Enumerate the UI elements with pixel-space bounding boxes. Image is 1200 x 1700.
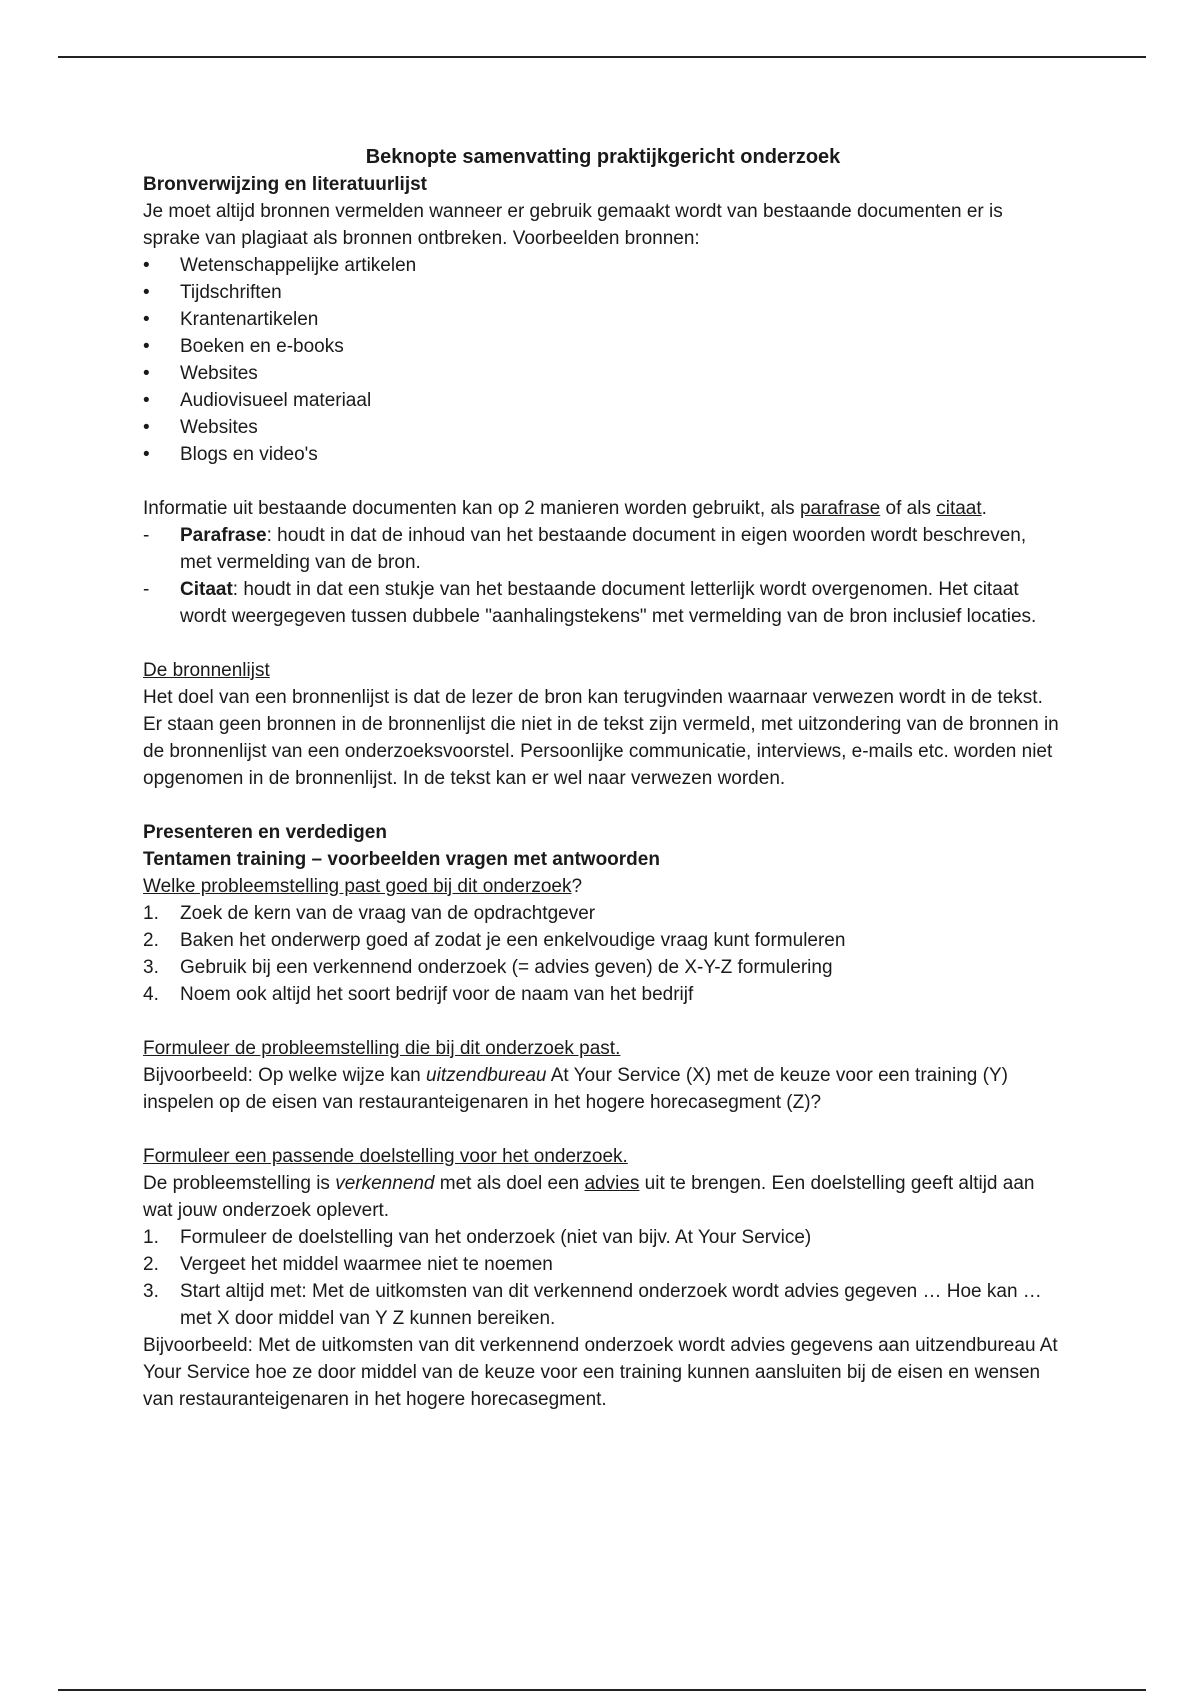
bullet-icon: • xyxy=(143,363,150,384)
bullet-icon: • xyxy=(143,255,150,276)
dash-icon: - xyxy=(143,579,150,600)
document-body xyxy=(143,144,1063,1413)
bullet-icon: • xyxy=(143,390,150,411)
list-item: • Wetenschappelijke artikelen xyxy=(143,252,1063,279)
intro-paragraph: Je moet altijd bronnen vermelden wanneer er gebruik gemaakt wordt van bestaande documenten er is sprake van plagiaat als bronnen ontbreken. Voorbeelden bronnen: xyxy=(143,201,1003,249)
usage-paragraph: Informatie uit bestaande documenten kan op 2 manieren worden gebruikt, als parafrase of als citaat. xyxy=(143,498,987,519)
section-subheading-tentamen: Tentamen training – voorbeelden vragen met antwoorden xyxy=(143,849,660,870)
section-heading-bronverwijzing: Bronverwijzing en literatuurlijst xyxy=(143,174,427,195)
list-item: • Websites xyxy=(143,414,1063,441)
question-3-intro: De probleemstelling is verkennend met als doel een advies uit te brengen. Een doelstelling geeft altijd aan wat jouw onderzoek oplevert. xyxy=(143,1173,1035,1221)
list-item: 4. Noem ook altijd het soort bedrijf voor de naam van het bedrijf xyxy=(143,984,694,1005)
section-heading-bronnenlijst: De bronnenlijst xyxy=(143,660,270,681)
list-item: • Boeken en e-books xyxy=(143,333,1063,360)
top-rule xyxy=(58,56,1146,58)
list-item: 3. Gebruik bij een verkennend onderzoek (= advies geven) de X-Y-Z formulering xyxy=(143,957,833,978)
list-item: 3. Start altijd met: Met de uitkomsten van dit verkennend onderzoek wordt advies gegeven … Hoe kan … met X door middel van Y Z kunnen bereiken. xyxy=(143,1281,1042,1329)
definition-parafrase: - Parafrase: houdt in dat de inhoud van het bestaande document in eigen woorden wordt beschreven, met vermelding van de bron. xyxy=(143,522,1063,576)
bullet-icon: • xyxy=(143,336,150,357)
bullet-icon: • xyxy=(143,417,150,438)
list-item: • Tijdschriften xyxy=(143,279,1063,306)
bullet-icon: • xyxy=(143,282,150,303)
list-item: 1. Formuleer de doelstelling van het onderzoek (niet van bijv. At Your Service) xyxy=(143,1227,812,1248)
bottom-rule xyxy=(58,1689,1146,1691)
dash-icon: - xyxy=(143,525,150,546)
list-item: • Blogs en video's xyxy=(143,441,1063,468)
question-1: Welke probleemstelling past goed bij dit onderzoek? xyxy=(143,876,583,897)
list-item: • Websites xyxy=(143,360,1063,387)
list-item: 2. Baken het onderwerp goed af zodat je een enkelvoudige vraag kunt formuleren xyxy=(143,930,846,951)
list-item: • Audiovisueel materiaal xyxy=(143,387,1063,414)
question-3: Formuleer een passende doelstelling voor het onderzoek. xyxy=(143,1146,628,1167)
page-title: Beknopte samenvatting praktijkgericht onderzoek xyxy=(365,146,841,168)
bullet-icon: • xyxy=(143,309,150,330)
parafrase-link: parafrase xyxy=(799,498,881,519)
bullet-icon: • xyxy=(143,444,150,465)
section-heading-presenteren: Presenteren en verdedigen xyxy=(143,822,387,843)
question-3-example: Bijvoorbeeld: Met de uitkomsten van dit verkennend onderzoek wordt advies gegevens aan uitzendbureau At Your Service hoe ze door middel van de keuze voor een training kunnen aansluiten bij de eisen en wensen van restauranteigenaren in het hogere horecasegment. xyxy=(143,1335,1058,1410)
list-item: 2. Vergeet het middel waarmee niet te noemen xyxy=(143,1254,553,1275)
question-2-example: Bijvoorbeeld: Op welke wijze kan uitzendbureau At Your Service (X) met de keuze voor een training (Y) inspelen op de eisen van restauranteigenaren in het hogere horecasegment (Z)? xyxy=(143,1065,1008,1113)
definition-citaat: - Citaat: houdt in dat een stukje van het bestaande document letterlijk wordt overgenomen. Het citaat wordt weergegeven tussen dubbele "aanhalingstekens" met vermelding van de bron inclusief locaties. xyxy=(143,576,1063,630)
bronnenlijst-paragraph: Het doel van een bronnenlijst is dat de lezer de bron kan terugvinden waarnaar verwezen wordt in de tekst. Er staan geen bronnen in de bronnenlijst die niet in de tekst zijn vermeld, met uitzondering van de bronnen in de bronnenlijst van een onderzoeksvoorstel. Persoonlijke communicatie, interviews, e-mails etc. worden niet opgenomen in de bronnenlijst. In de tekst kan er wel naar verwezen worden. xyxy=(143,687,1059,789)
bullet-list-bronnen xyxy=(143,252,1063,468)
numbered-list-q1 xyxy=(143,900,1063,1008)
list-item: 1. Zoek de kern van de vraag van de opdrachtgever xyxy=(143,903,596,924)
question-2: Formuleer de probleemstelling die bij dit onderzoek past. xyxy=(143,1038,621,1059)
list-item: • Krantenartikelen xyxy=(143,306,1063,333)
citaat-link: citaat xyxy=(936,498,982,519)
numbered-list-q3 xyxy=(143,1224,1063,1332)
